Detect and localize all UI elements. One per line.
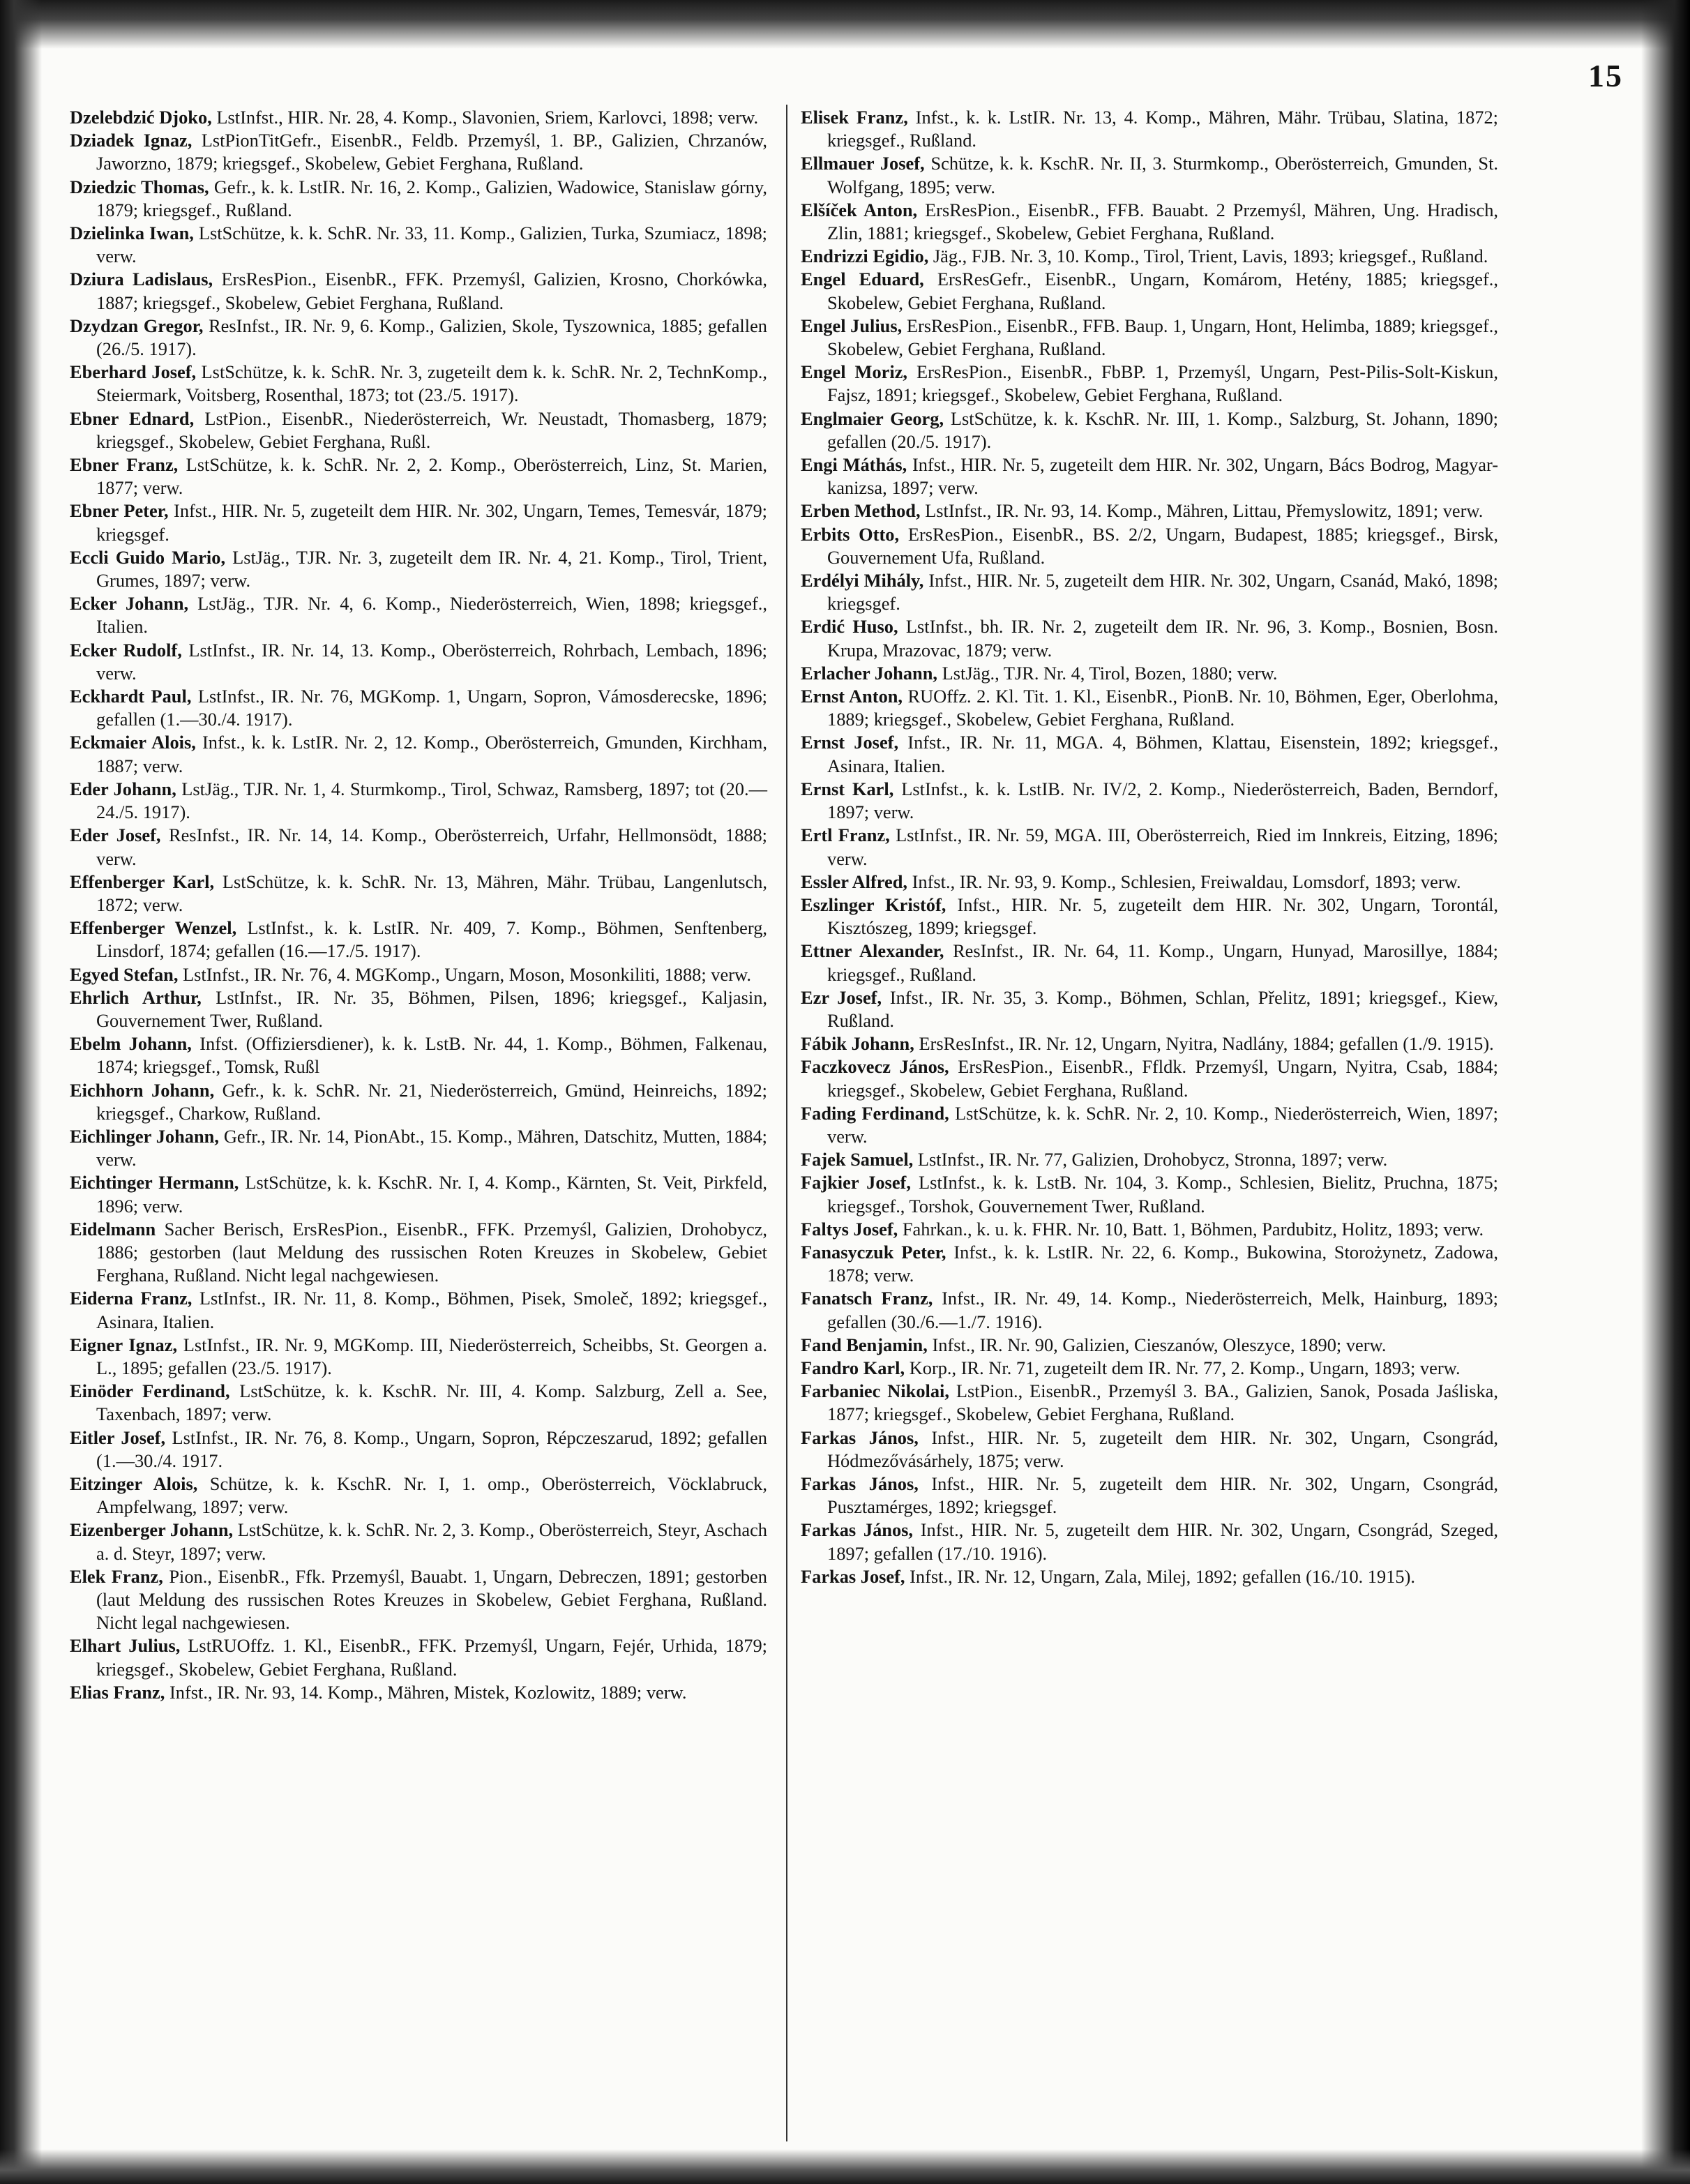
list-entry	[801, 824, 1498, 870]
list-entry	[70, 1681, 767, 1704]
list-entry	[801, 268, 1498, 314]
list-entry	[801, 1473, 1498, 1519]
entry-details: Infst., IR. Nr. 12, Ungarn, Zala, Milej, 1892; gefallen (16./10. 1915).	[910, 1565, 1416, 1587]
entry-name: Eberhard Josef,	[70, 361, 197, 383]
scan-edge-left	[0, 0, 42, 2184]
list-entry	[70, 592, 767, 638]
entry-name: Elhart Julius,	[70, 1635, 181, 1657]
entry-details: LstInfst., IR. Nr. 76, 4. MGKomp., Ungarn, Moson, Mosonkiliti, 1888; verw.	[183, 963, 751, 985]
entry-name: Eckmaier Alois,	[70, 732, 196, 753]
entry-name: Erdélyi Mihály,	[801, 570, 924, 592]
list-entry	[801, 1218, 1498, 1241]
entry-details: LstSchütze, k. k. SchR. Nr. 3, zugeteilt dem k. k. SchR. Nr. 2, TechnKomp., Steiermark, Voitsberg, Rosenthal, 1873; tot (23./5. 1917).	[96, 361, 767, 406]
list-entry	[801, 1334, 1498, 1357]
entry-name: Fanatsch Franz,	[801, 1288, 933, 1309]
list-entry	[70, 1218, 767, 1288]
entry-details: LstInfst., IR. Nr. 77, Galizien, Drohobycz, Stronna, 1897; verw.	[917, 1149, 1388, 1170]
left-column	[70, 106, 767, 1704]
page-number: 15	[1588, 58, 1623, 93]
entry-name: Engel Moriz,	[801, 361, 907, 383]
entry-name: Erdić Huso,	[801, 616, 898, 638]
list-entry	[70, 499, 767, 545]
list-entry	[801, 453, 1498, 499]
list-entry	[70, 1473, 767, 1519]
entry-details: LstPionTitGefr., EisenbR., Feldb. Przemyśl, 1. BP., Galizien, Chrzanów, Jaworzno, 1879; kriegsgef., Skobelew, Gebiet Ferghana, Rußland.	[96, 130, 767, 174]
list-entry	[801, 1565, 1498, 1588]
entry-details: LstInfst., IR. Nr. 9, MGKomp. III, Niederösterreich, Scheibbs, St. Georgen a. L., 1895; gefallen (23./5. 1917).	[96, 1334, 767, 1378]
entry-details: LstSchütze, k. k. SchR. Nr. 33, 11. Komp., Galizien, Turka, Szumiacz, 1898; verw.	[96, 223, 767, 267]
right-column	[801, 106, 1498, 1588]
list-entry	[801, 1241, 1498, 1287]
list-entry	[70, 1634, 767, 1680]
entry-name: Farkas Josef,	[801, 1565, 905, 1587]
entry-details: Infst., HIR. Nr. 5, zugeteilt dem HIR. Nr. 302, Ungarn, Csongrád, Szeged, 1897; gefallen (17./10. 1916).	[827, 1519, 1498, 1564]
entry-name: Elek Franz,	[70, 1565, 163, 1587]
entry-name: Essler Alfred,	[801, 871, 907, 892]
entry-name: Ecker Johann,	[70, 593, 189, 615]
list-entry	[801, 152, 1498, 198]
list-entry	[801, 407, 1498, 453]
entry-details: ErsResInfst., IR. Nr. 12, Ungarn, Nyitra, Nadlány, 1884; gefallen (1./9. 1915).	[919, 1033, 1494, 1055]
entry-details: Infst., IR. Nr. 93, 14. Komp., Mähren, Mistek, Kozlowitz, 1889; verw.	[169, 1681, 687, 1703]
entry-name: Fajkier Josef,	[801, 1172, 911, 1193]
entry-details: Infst., IR. Nr. 90, Galizien, Cieszanów, Oleszyce, 1890; verw.	[932, 1334, 1387, 1355]
entry-details: LstSchütze, k. k. SchR. Nr. 2, 3. Komp., Oberösterreich, Steyr, Aschach a. d. Steyr, 1897; verw.	[96, 1519, 767, 1564]
entry-details: LstInfst., bh. IR. Nr. 2, zugeteilt dem IR. Nr. 96, 3. Komp., Bosnien, Bosn. Krupa, Mrazovac, 1879; verw.	[827, 616, 1498, 661]
list-entry	[70, 1125, 767, 1171]
list-entry	[801, 245, 1498, 268]
list-entry	[801, 731, 1498, 777]
entry-name: Eitler Josef,	[70, 1426, 166, 1448]
list-entry	[801, 1032, 1498, 1055]
list-entry	[70, 106, 767, 129]
list-entry	[801, 986, 1498, 1032]
entry-name: Ezr Josef,	[801, 986, 882, 1008]
entry-name: Faczkovecz János,	[801, 1056, 949, 1078]
entry-name: Effenberger Wenzel,	[70, 917, 237, 939]
entry-details: LstInfst., IR. Nr. 76, 8. Komp., Ungarn, Sopron, Répczeszarud, 1892; gefallen (1.—30./4. 1917.	[96, 1426, 767, 1471]
entry-name: Egyed Stefan,	[70, 963, 179, 985]
list-entry	[801, 1287, 1498, 1333]
entry-name: Eitzinger Alois,	[70, 1473, 198, 1494]
entry-details: LstSchütze, k. k. KschR. Nr. III, 4. Komp. Salzburg, Zell a. See, Taxenbach, 1897; verw.	[96, 1380, 767, 1425]
entry-name: Dziadek Ignaz,	[70, 130, 193, 151]
entry-name: Fading Ferdinand,	[801, 1102, 949, 1124]
entry-name: Fanasyczuk Peter,	[801, 1241, 946, 1263]
entry-details: Infst., HIR. Nr. 5, zugeteilt dem HIR. Nr. 302, Ungarn, Bács Bodrog, Magyar-kanizsa, 1897; verw.	[827, 454, 1498, 499]
entry-name: Dzydzan Gregor,	[70, 315, 204, 336]
entry-details: ErsResPion., EisenbR., Ffldk. Przemyśl, Ungarn, Nyitra, Csab, 1884; kriegsgef., Skobelew, Gebiet Ferghana, Rußland.	[827, 1056, 1498, 1101]
entry-details: LstRUOffz. 1. Kl., EisenbR., FFK. Przemyśl, Ungarn, Fejér, Urhida, 1879; kriegsgef., Skobelew, Gebiet Ferghana, Rußland.	[96, 1635, 767, 1680]
entry-details: LstInfst., IR. Nr. 59, MGA. III, Oberösterreich, Ried im Innkreis, Eitzing, 1896; verw.	[827, 824, 1498, 869]
list-entry	[801, 523, 1498, 569]
list-entry	[70, 268, 767, 314]
entry-details: Infst., HIR. Nr. 5, zugeteilt dem HIR. Nr. 302, Ungarn, Csongrád, Pusztamérges, 1892; kriegsgef.	[827, 1473, 1498, 1518]
entry-details: Infst., IR. Nr. 35, 3. Komp., Böhmen, Schlan, Přelitz, 1891; kriegsgef., Kiew, Rußland.	[827, 986, 1498, 1031]
entry-details: ErsResPion., EisenbR., FbBP. 1, Przemyśl, Ungarn, Pest-Pilis-Solt-Kiskun, Fajsz, 1891; kriegsgef., Skobelew, Gebiet Ferghana, Rußland.	[827, 361, 1498, 406]
entry-name: Ebner Franz,	[70, 454, 179, 476]
entry-details: LstJäg., TJR. Nr. 1, 4. Sturmkomp., Tirol, Schwaz, Ramsberg, 1897; tot (20.—24./5. 1917).	[96, 778, 767, 823]
list-entry	[70, 685, 767, 731]
entry-name: Eccli Guido Mario,	[70, 546, 226, 568]
entry-details: Pion., EisenbR., Ffk. Przemyśl, Bauabt. 1, Ungarn, Debreczen, 1891; gestorben (laut Meldung des russischen Rotes Kreuzes in Skobelew, Gebiet Ferghana, Rußland. Nicht legal nachgewiesen.	[96, 1565, 767, 1634]
entry-details: LstSchütze, k. k. KschR. Nr. I, 4. Komp., Kärnten, St. Veit, Pirkfeld, 1896; verw.	[96, 1172, 767, 1217]
entry-details: Gefr., k. k. LstIR. Nr. 16, 2. Komp., Galizien, Wadowice, Stanislaw górny, 1879; kriegsgef., Rußland.	[96, 176, 767, 220]
list-entry	[70, 731, 767, 777]
scan-edge-top	[0, 0, 1690, 49]
entry-details: Infst., HIR. Nr. 5, zugeteilt dem HIR. Nr. 302, Ungarn, Temes, Temesvár, 1879; kriegsgef.	[96, 500, 767, 545]
entry-details: ErsResGefr., EisenbR., Ungarn, Komárom, Hetény, 1885; kriegsgef., Skobelew, Gebiet Ferghana, Rußland.	[827, 269, 1498, 313]
entry-details: LstJäg., TJR. Nr. 4, Tirol, Bozen, 1880; verw.	[942, 662, 1278, 684]
list-entry	[70, 453, 767, 499]
entry-details: Infst., HIR. Nr. 5, zugeteilt dem HIR. Nr. 302, Ungarn, Csanád, Makó, 1898; kriegsgef.	[827, 570, 1498, 615]
entry-name: Endrizzi Egidio,	[801, 246, 929, 267]
list-entry	[70, 963, 767, 986]
entry-details: ErsResPion., EisenbR., FFB. Bauabt. 2 Przemyśl, Mähren, Ung. Hradisch, Zlin, 1881; kriegsgef., Skobelew, Gebiet Ferghana, Rußland.	[827, 199, 1498, 244]
list-entry	[801, 940, 1498, 986]
entry-name: Ernst Karl,	[801, 778, 894, 799]
entry-details: LstInfst., IR. Nr. 11, 8. Komp., Böhmen, Pisek, Smoleč, 1892; kriegsgef., Asinara, Italien.	[96, 1288, 767, 1332]
list-entry	[70, 361, 767, 407]
list-entry	[70, 1380, 767, 1426]
entry-details: LstInfst., IR. Nr. 35, Böhmen, Pilsen, 1896; kriegsgef., Kaljasin, Gouvernement Twer, Rußland.	[96, 986, 767, 1031]
list-entry	[801, 315, 1498, 361]
column-divider	[786, 105, 787, 2141]
entry-details: Sacher Berisch, ErsResPion., EisenbR., FFK. Przemyśl, Galizien, Drohobycz, 1886; gestorben (laut Meldung des russischen Roten Kreuzes in Skobelew, Gebiet Ferghana, Rußland. Nicht legal nachgewiesen.	[96, 1218, 767, 1286]
entry-details: LstPion., EisenbR., Niederösterreich, Wr. Neustadt, Thomasberg, 1879; kriegsgef., Skobelew, Gebiet Ferghana, Rußl.	[96, 407, 767, 452]
entry-name: Elias Franz,	[70, 1681, 165, 1703]
entry-details: ErsResPion., EisenbR., BS. 2/2, Ungarn, Budapest, 1885; kriegsgef., Birsk, Gouvernement Ufa, Rußland.	[827, 523, 1499, 568]
list-entry	[70, 315, 767, 361]
entry-details: LstJäg., TJR. Nr. 3, zugeteilt dem IR. Nr. 4, 21. Komp., Tirol, Trient, Grumes, 1897; verw.	[96, 546, 767, 592]
entry-name: Ettner Alexander,	[801, 940, 944, 962]
entry-name: Dziura Ladislaus,	[70, 269, 213, 290]
scan-edge-bottom	[0, 2149, 1690, 2184]
entry-name: Ehrlich Arthur,	[70, 986, 202, 1008]
list-entry	[70, 129, 767, 175]
entry-name: Eiderna Franz,	[70, 1288, 193, 1309]
list-entry	[70, 871, 767, 917]
entry-details: LstInfst., IR. Nr. 14, 13. Komp., Oberösterreich, Rohrbach, Lembach, 1896; verw.	[96, 639, 767, 684]
entry-name: Farkas János,	[801, 1473, 919, 1494]
entry-details: ResInfst., IR. Nr. 64, 11. Komp., Ungarn, Hunyad, Marosillye, 1884; kriegsgef., Rußland.	[827, 940, 1498, 985]
list-entry	[801, 615, 1498, 661]
entry-details: LstInfst., k. k. LstIB. Nr. IV/2, 2. Komp., Niederösterreich, Baden, Berndorf, 1897; verw.	[827, 778, 1498, 823]
list-entry	[801, 685, 1498, 731]
entry-name: Ellmauer Josef,	[801, 153, 925, 174]
entry-name: Ertl Franz,	[801, 824, 890, 846]
entry-name: Englmaier Georg,	[801, 407, 944, 429]
entry-details: Infst., IR. Nr. 49, 14. Komp., Niederösterreich, Melk, Hainburg, 1893; gefallen (30./6.—1./7. 1916).	[827, 1288, 1498, 1332]
entry-details: LstSchütze, k. k. SchR. Nr. 2, 10. Komp., Niederösterreich, Wien, 1897; verw.	[827, 1102, 1499, 1147]
list-entry	[801, 778, 1498, 824]
list-entry	[801, 106, 1498, 152]
entry-name: Erben Method,	[801, 500, 921, 522]
entry-name: Eichhorn Johann,	[70, 1079, 215, 1101]
entry-details: Infst., IR. Nr. 93, 9. Komp., Schlesien, Freiwaldau, Lomsdorf, 1893; verw.	[912, 871, 1461, 892]
entry-name: Dzielinka Iwan,	[70, 223, 194, 244]
entry-name: Ernst Josef,	[801, 732, 899, 753]
entry-name: Farbaniec Nikolai,	[801, 1380, 949, 1402]
entry-details: Infst., k. k. LstIR. Nr. 2, 12. Komp., Oberösterreich, Gmunden, Kirchham, 1887; verw.	[96, 732, 767, 776]
list-entry	[70, 1565, 767, 1635]
entry-details: Fahrkan., k. u. k. FHR. Nr. 10, Batt. 1, Böhmen, Pardubitz, Holitz, 1893; verw.	[902, 1218, 1484, 1240]
list-entry	[70, 917, 767, 963]
entry-details: Infst. (Offiziersdiener), k. k. LstB. Nr. 44, 1. Komp., Böhmen, Falkenau, 1874; kriegsgef., Tomsk, Rußl	[96, 1033, 767, 1078]
list-entry	[70, 986, 767, 1032]
entry-name: Eszlinger Kristóf,	[801, 894, 946, 915]
entry-name: Ebelm Johann,	[70, 1033, 192, 1055]
list-entry	[70, 1426, 767, 1473]
list-entry	[801, 1519, 1498, 1565]
entry-name: Engi Máthás,	[801, 454, 907, 476]
entry-details: Infst., k. k. LstIR. Nr. 22, 6. Komp., Bukowina, Storożynetz, Zadowa, 1878; verw.	[827, 1241, 1498, 1286]
entry-details: LstSchütze, k. k. SchR. Nr. 13, Mähren, Mähr. Trübau, Langenlutsch, 1872; verw.	[96, 871, 767, 915]
entry-details: Infst., HIR. Nr. 5, zugeteilt dem HIR. Nr. 302, Ungarn, Torontál, Kisztószeg, 1899; kriegsgef.	[827, 894, 1498, 939]
entry-name: Eichtinger Hermann,	[70, 1172, 239, 1193]
list-entry	[801, 1102, 1498, 1148]
entry-name: Ebner Ednard,	[70, 407, 195, 429]
entry-details: Infst., HIR. Nr. 5, zugeteilt dem HIR. Nr. 302, Ungarn, Csongrád, Hódmezővásárhely, 1875; verw.	[827, 1426, 1498, 1471]
entry-name: Elšíček Anton,	[801, 199, 918, 220]
entry-name: Eder Josef,	[70, 824, 161, 846]
entry-name: Fand Benjamin,	[801, 1334, 928, 1355]
entry-name: Dzelebdzić Djoko,	[70, 107, 212, 128]
list-entry	[70, 1171, 767, 1217]
entry-name: Erlacher Johann,	[801, 662, 937, 684]
list-entry	[801, 199, 1498, 245]
entry-name: Ecker Rudolf,	[70, 639, 182, 661]
list-entry	[801, 894, 1498, 940]
entry-name: Eigner Ignaz,	[70, 1334, 178, 1355]
entry-name: Engel Eduard,	[801, 269, 924, 290]
list-entry	[801, 361, 1498, 407]
list-entry	[801, 1055, 1498, 1101]
entry-details: LstInfst., HIR. Nr. 28, 4. Komp., Slavonien, Sriem, Karlovci, 1898; verw.	[216, 107, 759, 128]
list-entry	[801, 1357, 1498, 1380]
entry-details: LstPion., EisenbR., Przemyśl 3. BA., Galizien, Sanok, Posada Jaśliska, 1877; kriegsgef., Skobelew, Gebiet Ferghana, Rußland.	[827, 1380, 1498, 1425]
list-entry	[70, 546, 767, 592]
entry-details: Gefr., k. k. SchR. Nr. 21, Niederösterreich, Gmünd, Heinreichs, 1892; kriegsgef., Charkow, Rußland.	[96, 1079, 767, 1124]
list-entry	[801, 1148, 1498, 1171]
entry-name: Eidelmann	[70, 1218, 156, 1240]
entry-name: Eichlinger Johann,	[70, 1125, 219, 1147]
entry-name: Farkas János,	[801, 1426, 919, 1448]
entry-details: Schütze, k. k. KschR. Nr. II, 3. Sturmkomp., Oberösterreich, Gmunden, St. Wolfgang, 1895; verw.	[827, 153, 1498, 197]
entry-name: Erbits Otto,	[801, 523, 900, 545]
list-entry	[801, 1426, 1498, 1473]
entry-details: LstInfst., k. k. LstB. Nr. 104, 3. Komp., Schlesien, Bielitz, Pruchna, 1875; kriegsgef., Torshok, Gouvernement Twer, Rußland.	[827, 1172, 1498, 1217]
entry-details: Jäg., FJB. Nr. 3, 10. Komp., Tirol, Trient, Lavis, 1893; kriegsgef., Rußland.	[933, 246, 1488, 267]
entry-details: LstSchütze, k. k. KschR. Nr. III, 1. Komp., Salzburg, St. Johann, 1890; gefallen (20./5. 1917).	[827, 407, 1498, 452]
entry-name: Einöder Ferdinand,	[70, 1380, 230, 1402]
entry-name: Eizenberger Johann,	[70, 1519, 234, 1541]
entry-details: ResInfst., IR. Nr. 9, 6. Komp., Galizien, Skole, Tyszownica, 1885; gefallen (26./5. 1917).	[96, 315, 767, 360]
list-entry	[70, 1287, 767, 1333]
entry-name: Faltys Josef,	[801, 1218, 898, 1240]
entry-details: LstInfst., k. k. LstIR. Nr. 409, 7. Komp., Böhmen, Senftenberg, Linsdorf, 1874; gefallen (16.—17./5. 1917).	[96, 917, 767, 962]
scan-edge-right	[1641, 0, 1690, 2184]
entry-details: ResInfst., IR. Nr. 14, 14. Komp., Oberösterreich, Urfahr, Hellmonsödt, 1888; verw.	[96, 824, 767, 869]
list-entry	[801, 499, 1498, 522]
entry-details: LstJäg., TJR. Nr. 4, 6. Komp., Niederösterreich, Wien, 1898; kriegsgef., Italien.	[96, 593, 767, 638]
entry-details: LstInfst., IR. Nr. 93, 14. Komp., Mähren, Littau, Přemyslowitz, 1891; verw.	[925, 500, 1484, 522]
list-entry	[70, 1519, 767, 1565]
entry-name: Farkas János,	[801, 1519, 914, 1541]
entry-name: Dziedzic Thomas,	[70, 176, 209, 197]
list-entry	[70, 176, 767, 222]
entry-details: Gefr., IR. Nr. 14, PionAbt., 15. Komp., Mähren, Datschitz, Mutten, 1884; verw.	[96, 1125, 767, 1170]
entry-details: LstSchütze, k. k. SchR. Nr. 2, 2. Komp., Oberösterreich, Linz, St. Marien, 1877; verw.	[96, 454, 767, 499]
list-entry	[70, 778, 767, 824]
list-entry	[801, 1380, 1498, 1426]
list-entry	[801, 1171, 1498, 1217]
list-entry	[801, 569, 1498, 615]
entry-name: Effenberger Karl,	[70, 871, 215, 892]
entry-name: Eder Johann,	[70, 778, 176, 799]
entry-details: Infst., IR. Nr. 11, MGA. 4, Böhmen, Klattau, Eisenstein, 1892; kriegsgef., Asinara, Italien.	[827, 732, 1498, 776]
entry-name: Fajek Samuel,	[801, 1149, 914, 1170]
entry-details: ErsResPion., EisenbR., FFK. Przemyśl, Galizien, Krosno, Chorkówka, 1887; kriegsgef., Skobelew, Gebiet Ferghana, Rußland.	[96, 269, 768, 313]
entry-name: Ebner Peter,	[70, 500, 169, 522]
entry-details: Schütze, k. k. KschR. Nr. I, 1. omp., Oberösterreich, Vöcklabruck, Ampfelwang, 1897; verw.	[96, 1473, 767, 1518]
entry-details: ErsResPion., EisenbR., FFB. Baup. 1, Ungarn, Hont, Helimba, 1889; kriegsgef., Skobelew, Gebiet Ferghana, Rußland.	[827, 315, 1499, 360]
entry-details: LstInfst., IR. Nr. 76, MGKomp. 1, Ungarn, Sopron, Vámosderecske, 1896; gefallen (1.—30./4. 1917).	[96, 686, 767, 730]
list-entry	[70, 824, 767, 870]
entry-name: Engel Julius,	[801, 315, 903, 336]
entry-name: Fábik Johann,	[801, 1033, 914, 1055]
entry-name: Ernst Anton,	[801, 686, 903, 707]
entry-details: RUOffz. 2. Kl. Tit. 1. Kl., EisenbR., PionB. Nr. 10, Böhmen, Eger, Oberlohma, 1889; kriegsgef., Skobelew, Gebiet Ferghana, Rußland.	[827, 686, 1499, 730]
entry-details: Korp., IR. Nr. 71, zugeteilt dem IR. Nr. 77, 2. Komp., Ungarn, 1893; verw.	[909, 1357, 1461, 1378]
list-entry	[801, 871, 1498, 894]
entry-name: Fandro Karl,	[801, 1357, 905, 1378]
entry-name: Elisek Franz,	[801, 107, 908, 128]
list-entry	[70, 639, 767, 685]
list-entry	[70, 1334, 767, 1380]
list-entry	[70, 1032, 767, 1078]
list-entry	[70, 1079, 767, 1125]
list-entry	[801, 662, 1498, 685]
list-entry	[70, 222, 767, 268]
list-entry	[70, 407, 767, 453]
entry-name: Eckhardt Paul,	[70, 686, 192, 707]
entry-details: Infst., k. k. LstIR. Nr. 13, 4. Komp., Mähren, Mähr. Trübau, Slatina, 1872; kriegsgef., Rußland.	[827, 107, 1498, 151]
